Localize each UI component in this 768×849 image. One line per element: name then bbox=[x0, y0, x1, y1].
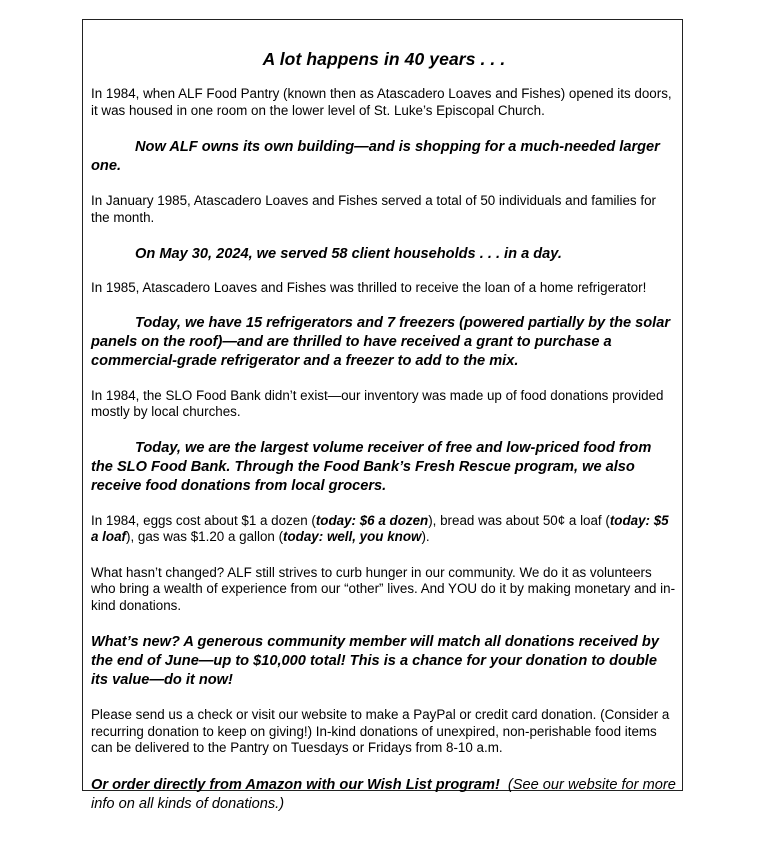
prices-text-2: ), bread was about 50¢ a loaf ( bbox=[428, 512, 610, 528]
amazon-wishlist-text: Or order directly from Amazon with our Wish List program! bbox=[91, 776, 500, 793]
paragraph-prices bbox=[91, 513, 677, 546]
paragraph-unchanged: What hasn’t changed? ALF still strives to curb hunger in our community. We do it as volunteers who bring a wealth of experience from our “other” lives. And YOU do it by making monetary and in-kind donations. bbox=[91, 564, 676, 613]
prices-today-bread: today: $5 a loaf bbox=[91, 512, 669, 544]
highlight-refrigerators: Today, we have 15 refrigerators and 7 freezers (powered partially by the solar panels on the roof)—and are thrilled to have received a grant to purchase a commercial-grade refrigerator and a freezer to add to the mix. bbox=[91, 314, 671, 369]
prices-text-4: ). bbox=[421, 529, 430, 544]
paragraph-1985-served: In January 1985, Atascadero Loaves and Fishes served a total of 50 individuals and families for the month. bbox=[91, 193, 656, 225]
paragraph-1984-location: In 1984, when ALF Food Pantry (known then as Atascadero Loaves and Fishes) opened its doors, it was housed in one room on the lower level of St. Luke’s Episcopal Church. bbox=[91, 86, 672, 118]
amazon-more-info: (See our website for more info on all kinds of donations.) bbox=[91, 776, 676, 812]
paragraph-send-donation: Please send us a check or visit our website to make a PayPal or credit card donation. (Consider a recurring donation to keep on giving!) In-kind donations of unexpired, non-perishable food items can be delivered to the Pantry on Tuesdays or Fridays from 8-10 a.m. bbox=[91, 707, 670, 755]
highlight-whats-new: What’s new? A generous community member will match all donations received by the end of June—up to $10,000 total! This is a chance for your donation to double its value—do it now! bbox=[91, 634, 659, 688]
article-content bbox=[91, 49, 677, 814]
highlight-building: Now ALF owns its own building—and is shopping for a much-needed larger one. bbox=[91, 139, 660, 174]
prices-today-eggs: today: $6 a dozen bbox=[315, 512, 429, 528]
paragraph-1985-refrigerator: In 1985, Atascadero Loaves and Fishes was thrilled to receive the loan of a home refrigerator! bbox=[91, 280, 647, 295]
highlight-food-bank: Today, we are the largest volume receiver of free and low-priced food from the SLO Food Bank. Through the Food Bank’s Fresh Rescue program, we also receive food donations from local grocers. bbox=[91, 439, 652, 494]
article-title: A lot happens in 40 years . . . bbox=[262, 49, 506, 69]
paragraph-1984-food-bank: In 1984, the SLO Food Bank didn’t exist—our inventory was made up of food donations provided mostly by local churches. bbox=[91, 387, 664, 419]
highlight-households: On May 30, 2024, we served 58 client households . . . in a day. bbox=[135, 246, 562, 262]
prices-today-gas: today: well, you know bbox=[283, 529, 422, 544]
prices-text-3: ), gas was $1.20 a gallon ( bbox=[125, 529, 284, 544]
article-frame bbox=[82, 19, 683, 812]
paragraph-amazon bbox=[91, 776, 677, 814]
prices-text-1: In 1984, eggs cost about $1 a dozen ( bbox=[91, 512, 316, 528]
